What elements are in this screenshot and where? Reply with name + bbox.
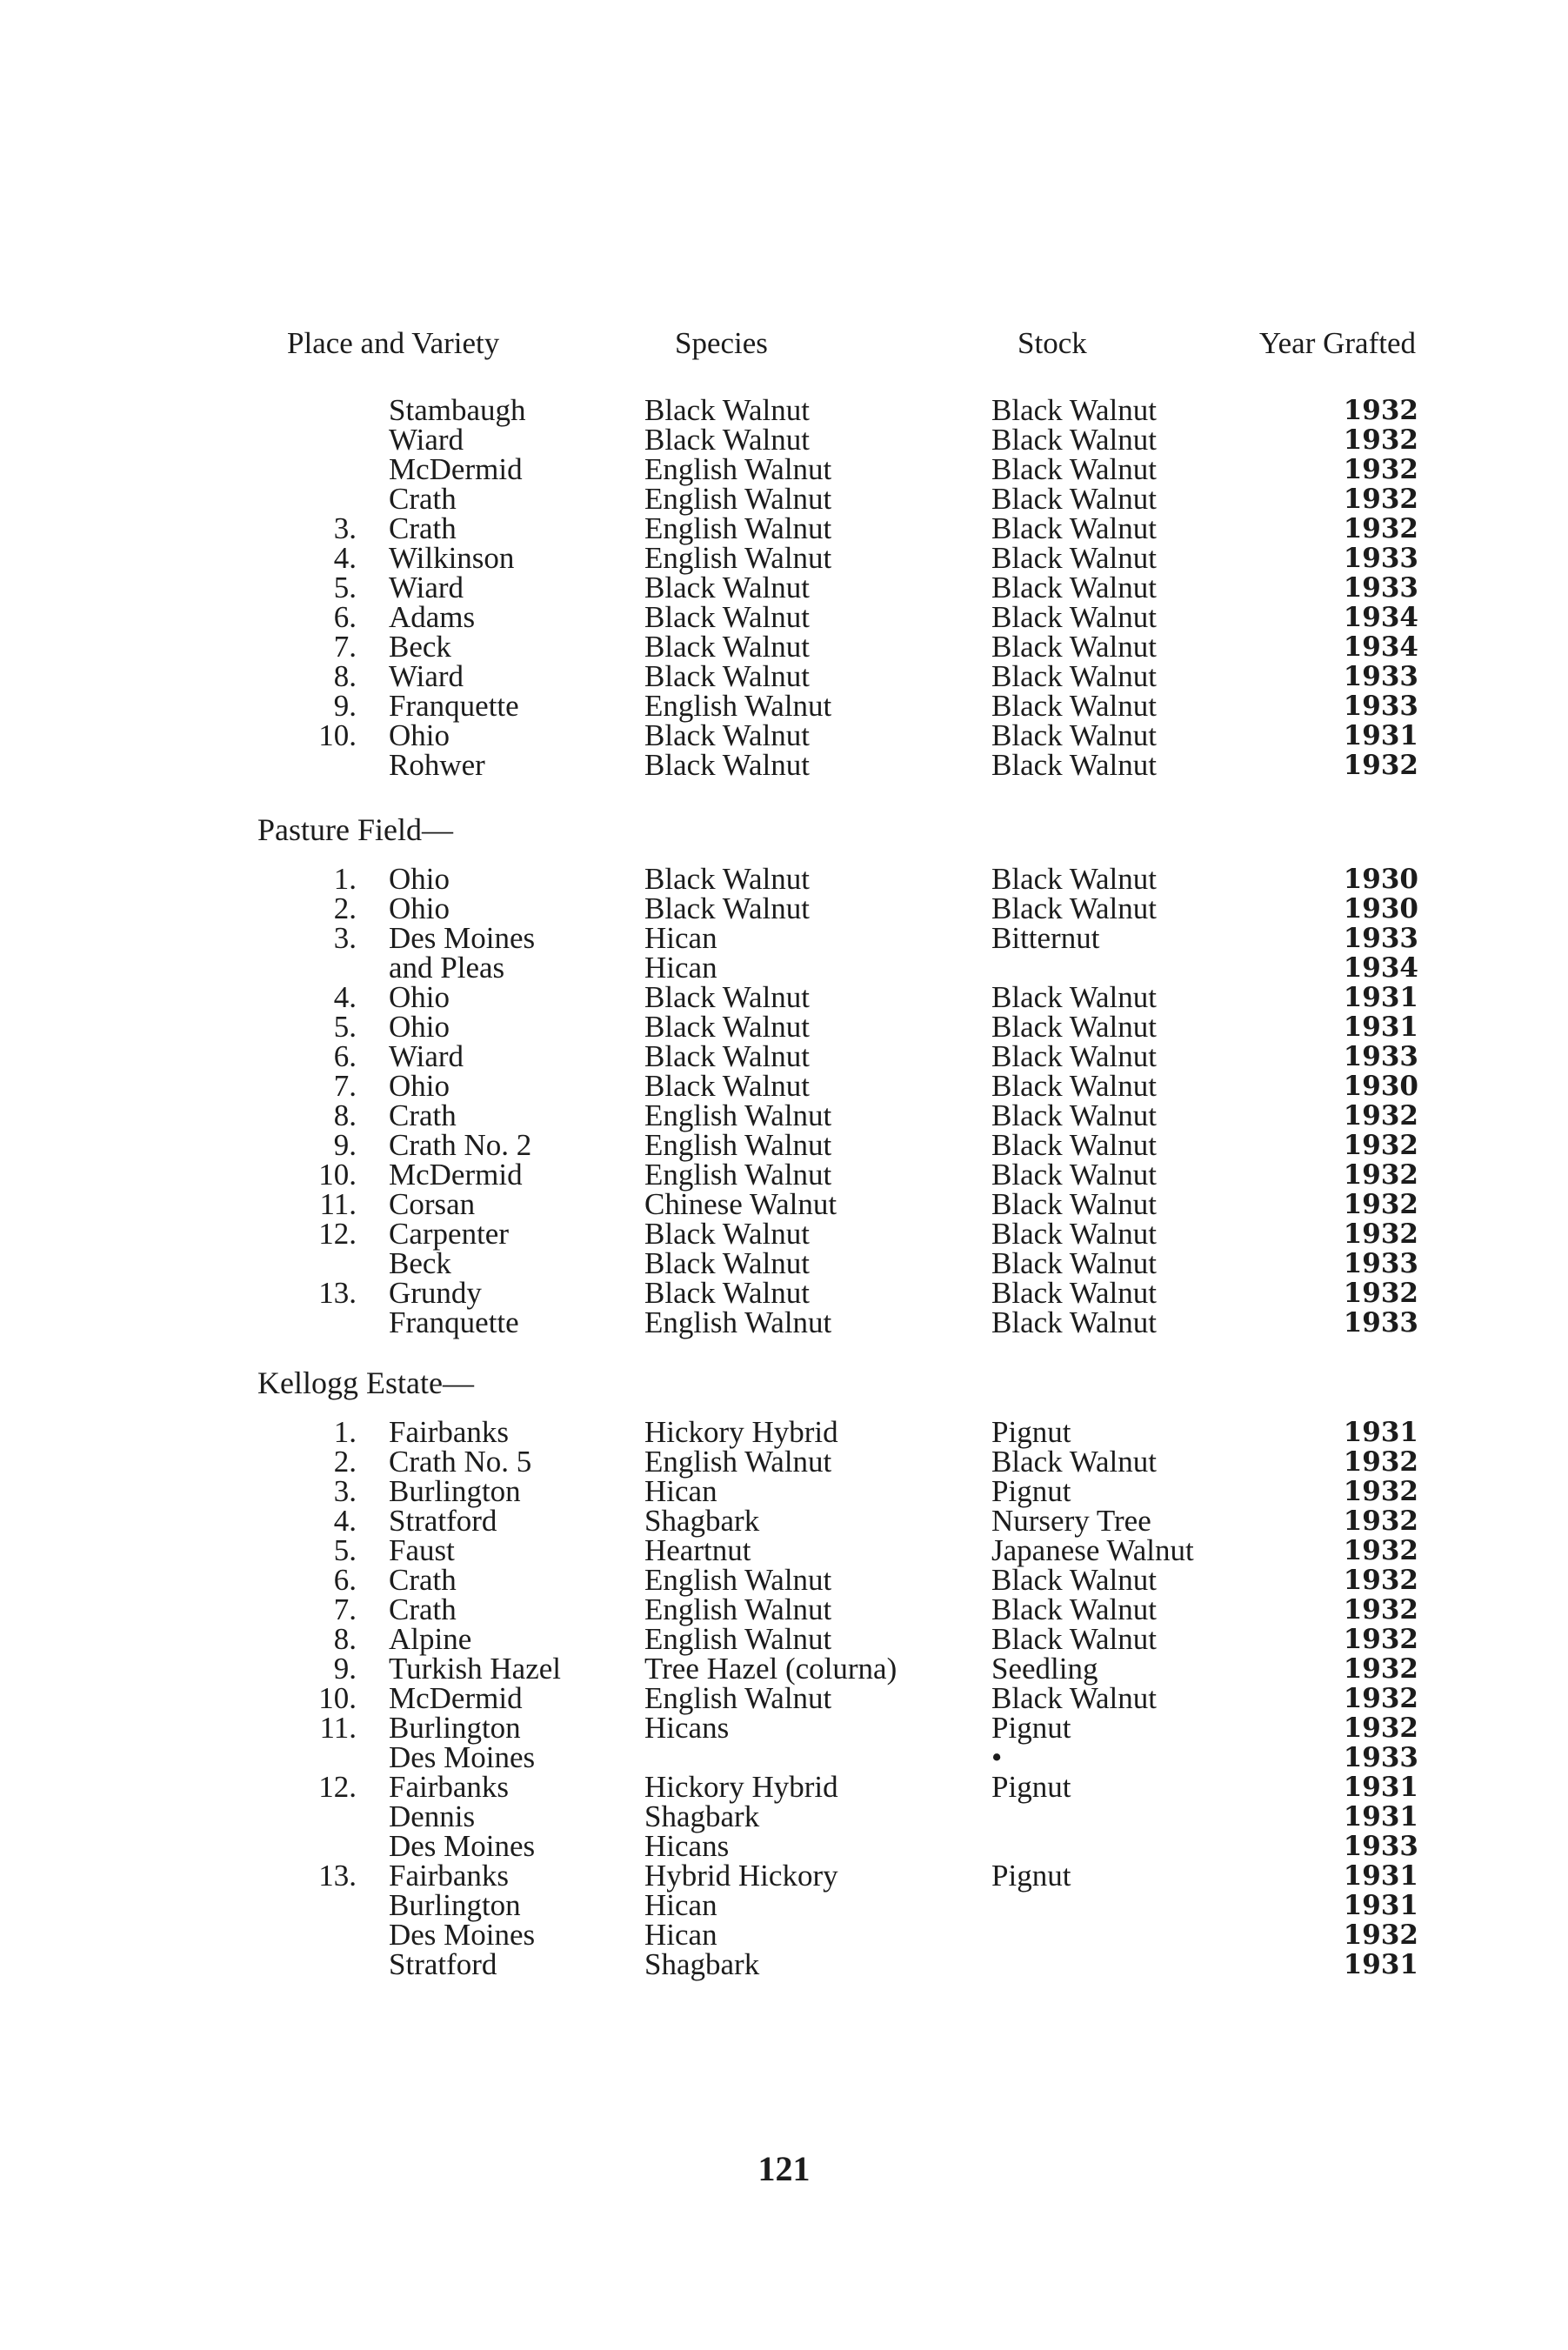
section-title: Pasture Field— (257, 812, 453, 847)
table-row (0, 1592, 1568, 1626)
table-row (0, 1012, 1568, 1042)
table-row (0, 748, 1568, 782)
variety-cell: Beck (389, 630, 451, 664)
variety-cell: Ohio (389, 1069, 450, 1103)
year-cell: 1931 (1343, 1772, 1418, 1803)
table-row (0, 484, 1568, 514)
species-cell: Black Walnut (644, 1276, 810, 1310)
row-number: 3. (333, 921, 357, 955)
row-number: 3. (333, 511, 357, 545)
variety-cell: McDermid (389, 1158, 523, 1192)
table-row (0, 953, 1568, 983)
year-cell: 1932 (1343, 1218, 1418, 1250)
table-row (0, 1740, 1568, 1774)
species-cell: English Walnut (644, 452, 832, 486)
year-cell: 1932 (1343, 484, 1418, 515)
year-cell: 1932 (1343, 1594, 1418, 1626)
variety-cell: Ohio (389, 862, 450, 896)
variety-cell: and Pleas (389, 951, 505, 985)
year-cell: 1933 (1343, 543, 1418, 574)
year-cell: 1933 (1343, 1248, 1418, 1279)
species-cell: Black Walnut (644, 891, 810, 925)
row-number: 1. (333, 862, 357, 896)
table-rows (0, 393, 1568, 782)
year-cell: 1931 (1343, 1011, 1418, 1043)
year-cell: 1932 (1343, 1159, 1418, 1191)
table-row (0, 511, 1568, 545)
variety-cell: Wiard (389, 1039, 464, 1073)
species-cell: Tree Hazel (colurna) (644, 1652, 897, 1686)
table-row (0, 691, 1568, 721)
species-cell: English Walnut (644, 1681, 832, 1715)
row-number: 6. (333, 600, 357, 634)
species-cell: Hican (644, 921, 717, 955)
table-row (0, 1187, 1568, 1221)
variety-cell: Adams (389, 600, 476, 634)
table-row (0, 573, 1568, 603)
stock-cell: Black Walnut (991, 980, 1157, 1014)
year-cell: 1932 (1343, 1653, 1418, 1685)
species-cell: Heartnut (644, 1533, 751, 1567)
page-number: 121 (757, 2149, 811, 2188)
row-number: 5. (333, 1533, 357, 1567)
species-cell: Hybrid Hickory (644, 1859, 838, 1893)
row-number: 7. (333, 1069, 357, 1103)
table-row (0, 1415, 1568, 1449)
species-cell: Black Walnut (644, 571, 810, 604)
stock-cell: Black Walnut (991, 1187, 1157, 1221)
stock-cell: Black Walnut (991, 600, 1157, 634)
year-cell: 1930 (1343, 893, 1418, 925)
year-cell: 1933 (1343, 661, 1418, 692)
table-row (0, 659, 1568, 693)
species-cell: Black Walnut (644, 423, 810, 457)
stock-cell: Black Walnut (991, 1445, 1157, 1479)
table-row (0, 1713, 1568, 1743)
year-cell: 1932 (1343, 1130, 1418, 1161)
stock-cell: Black Walnut (991, 1622, 1157, 1656)
stock-cell: Black Walnut (991, 541, 1157, 575)
stock-cell: Black Walnut (991, 1010, 1157, 1044)
header-place-variety: Place and Variety (287, 326, 500, 360)
stock-cell: • (991, 1740, 1003, 1774)
year-cell: 1934 (1343, 602, 1418, 633)
variety-cell: Crath (389, 1592, 457, 1626)
year-cell: 1932 (1343, 395, 1418, 426)
table-row (0, 1039, 1568, 1073)
species-cell: English Walnut (644, 482, 832, 516)
row-number: 11. (319, 1711, 357, 1745)
header-stock: Stock (1018, 326, 1087, 360)
species-cell: Black Walnut (644, 980, 810, 1014)
stock-cell: Black Walnut (991, 1305, 1157, 1339)
variety-cell: Turkish Hazel (389, 1652, 562, 1686)
species-cell: English Walnut (644, 1445, 832, 1479)
species-cell: Black Walnut (644, 393, 810, 427)
year-cell: 1932 (1343, 1278, 1418, 1309)
table-row (0, 1622, 1568, 1656)
table-row (0, 1563, 1568, 1597)
year-cell: 1933 (1343, 572, 1418, 604)
stock-cell: Seedling (991, 1652, 1098, 1686)
row-number: 8. (333, 1098, 357, 1132)
year-cell: 1933 (1343, 1041, 1418, 1072)
year-cell: 1932 (1343, 1189, 1418, 1220)
table-row (0, 1770, 1568, 1804)
row-number: 2. (333, 891, 357, 925)
table-row (0, 1654, 1568, 1684)
variety-cell: Wiard (389, 659, 464, 693)
stock-cell: Black Walnut (991, 1098, 1157, 1132)
stock-cell: Pignut (991, 1770, 1071, 1804)
stock-cell: Black Walnut (991, 748, 1157, 782)
row-number: 4. (333, 1504, 357, 1538)
variety-cell: Des Moines (389, 1918, 536, 1952)
year-cell: 1931 (1343, 720, 1418, 751)
year-cell: 1932 (1343, 750, 1418, 781)
stock-cell: Black Walnut (991, 1681, 1157, 1715)
stock-cell: Black Walnut (991, 891, 1157, 925)
table-rows (0, 1415, 1568, 1981)
year-cell: 1931 (1343, 1860, 1418, 1892)
year-cell: 1932 (1343, 1476, 1418, 1507)
row-number: 9. (333, 1652, 357, 1686)
row-number: 12. (318, 1770, 357, 1804)
row-number: 4. (333, 980, 357, 1014)
variety-cell: Dennis (389, 1799, 476, 1833)
stock-cell: Black Walnut (991, 1069, 1157, 1103)
variety-cell: Alpine (389, 1622, 472, 1656)
year-cell: 1934 (1343, 631, 1418, 663)
variety-cell: Ohio (389, 891, 450, 925)
species-cell: Hican (644, 1474, 717, 1508)
row-number: 10. (318, 718, 357, 752)
variety-cell: Crath No. 2 (389, 1128, 532, 1162)
year-cell: 1930 (1343, 1071, 1418, 1102)
variety-cell: Faust (389, 1533, 455, 1567)
year-cell: 1931 (1343, 1949, 1418, 1980)
year-cell: 1933 (1343, 1742, 1418, 1773)
species-cell: Black Walnut (644, 600, 810, 634)
species-cell: English Walnut (644, 1563, 832, 1597)
header-species: Species (675, 326, 768, 360)
species-cell: Black Walnut (644, 1039, 810, 1073)
row-number: 5. (333, 1010, 357, 1044)
row-number: 9. (333, 1128, 357, 1162)
stock-cell: Black Walnut (991, 659, 1157, 693)
species-cell: Shagbark (644, 1504, 760, 1538)
stock-cell: Black Walnut (991, 718, 1157, 752)
species-cell: English Walnut (644, 511, 832, 545)
section-title: Kellogg Estate— (257, 1365, 474, 1400)
table-row (0, 1098, 1568, 1132)
species-cell: Hickory Hybrid (644, 1415, 838, 1449)
row-number: 10. (318, 1681, 357, 1715)
variety-cell: Burlington (389, 1888, 521, 1922)
row-number: 4. (333, 541, 357, 575)
variety-cell: McDermid (389, 452, 523, 486)
variety-cell: Crath (389, 511, 457, 545)
row-number: 7. (333, 1592, 357, 1626)
species-cell: Chinese Walnut (644, 1187, 837, 1221)
stock-cell: Black Walnut (991, 1128, 1157, 1162)
variety-cell: Des Moines (389, 1740, 536, 1774)
variety-cell: Stratford (389, 1504, 497, 1538)
stock-cell: Black Walnut (991, 511, 1157, 545)
species-cell: Black Walnut (644, 718, 810, 752)
table-row (0, 1829, 1568, 1863)
variety-cell: Wilkinson (389, 541, 515, 575)
stock-cell: Pignut (991, 1474, 1071, 1508)
variety-cell: Stratford (389, 1947, 497, 1981)
table-row (0, 862, 1568, 896)
table-row (0, 425, 1568, 455)
variety-cell: Corsan (389, 1187, 476, 1221)
species-cell: Hickory Hybrid (644, 1770, 838, 1804)
variety-cell: Grundy (389, 1276, 482, 1310)
year-cell: 1932 (1343, 1919, 1418, 1951)
stock-cell: Black Walnut (991, 1039, 1157, 1073)
year-cell: 1932 (1343, 1624, 1418, 1655)
year-cell: 1934 (1343, 952, 1418, 984)
year-cell: 1932 (1343, 1446, 1418, 1478)
table-row (0, 452, 1568, 486)
row-number: 7. (333, 630, 357, 664)
stock-cell: Black Walnut (991, 1276, 1157, 1310)
row-number: 11. (319, 1187, 357, 1221)
year-cell: 1932 (1343, 1535, 1418, 1566)
row-number: 9. (333, 689, 357, 723)
species-cell: Black Walnut (644, 1069, 810, 1103)
species-cell: English Walnut (644, 1158, 832, 1192)
year-cell: 1930 (1343, 864, 1418, 895)
stock-cell: Pignut (991, 1415, 1071, 1449)
species-cell: English Walnut (644, 689, 832, 723)
stock-cell: Japanese Walnut (991, 1533, 1194, 1567)
year-cell: 1931 (1343, 1801, 1418, 1833)
species-cell: Black Walnut (644, 1246, 810, 1280)
stock-cell: Black Walnut (991, 1592, 1157, 1626)
year-cell: 1933 (1343, 1831, 1418, 1862)
year-cell: 1931 (1343, 982, 1418, 1013)
year-cell: 1933 (1343, 691, 1418, 722)
table-row (0, 600, 1568, 634)
species-cell: Shagbark (644, 1799, 760, 1833)
table-row (0, 1069, 1568, 1103)
variety-cell: Burlington (389, 1474, 521, 1508)
year-cell: 1932 (1343, 1712, 1418, 1744)
year-cell: 1932 (1343, 1565, 1418, 1596)
year-cell: 1932 (1343, 1505, 1418, 1537)
row-number: 5. (333, 571, 357, 604)
table-rows (0, 862, 1568, 1339)
table-row (0, 1799, 1568, 1833)
species-cell: Hican (644, 951, 717, 985)
stock-cell: Black Walnut (991, 1563, 1157, 1597)
species-cell: English Walnut (644, 1128, 832, 1162)
stock-cell: Black Walnut (991, 482, 1157, 516)
row-number: 2. (333, 1445, 357, 1479)
table-row (0, 1246, 1568, 1280)
stock-cell: Bitternut (991, 921, 1100, 955)
year-cell: 1932 (1343, 454, 1418, 485)
variety-cell: Fairbanks (389, 1859, 510, 1893)
year-cell: 1932 (1343, 424, 1418, 456)
species-cell: Hican (644, 1918, 717, 1952)
variety-cell: Franquette (389, 689, 519, 723)
stock-cell: Black Walnut (991, 1217, 1157, 1251)
row-number: 1. (333, 1415, 357, 1449)
year-cell: 1931 (1343, 1417, 1418, 1448)
species-cell: Black Walnut (644, 1010, 810, 1044)
species-cell: English Walnut (644, 1305, 832, 1339)
table-row (0, 1947, 1568, 1981)
stock-cell: Black Walnut (991, 452, 1157, 486)
table-row (0, 1506, 1568, 1536)
year-cell: 1932 (1343, 1100, 1418, 1132)
table-row (0, 1861, 1568, 1891)
variety-cell: McDermid (389, 1681, 523, 1715)
header-year-grafted: Year Grafted (1258, 326, 1416, 360)
variety-cell: Fairbanks (389, 1415, 510, 1449)
variety-cell: Des Moines (389, 921, 536, 955)
species-cell: Hican (644, 1888, 717, 1922)
variety-cell: Crath No. 5 (389, 1445, 532, 1479)
variety-cell: Ohio (389, 1010, 450, 1044)
row-number: 8. (333, 1622, 357, 1656)
species-cell: Black Walnut (644, 630, 810, 664)
table-row (0, 1681, 1568, 1715)
variety-cell: Ohio (389, 980, 450, 1014)
stock-cell: Black Walnut (991, 393, 1157, 427)
year-cell: 1933 (1343, 923, 1418, 954)
stock-cell: Black Walnut (991, 1246, 1157, 1280)
table-row (0, 1447, 1568, 1477)
species-cell: English Walnut (644, 1098, 832, 1132)
species-cell: Black Walnut (644, 659, 810, 693)
species-cell: Hicans (644, 1829, 730, 1863)
year-cell: 1932 (1343, 513, 1418, 544)
table-row (0, 632, 1568, 662)
stock-cell: Black Walnut (991, 423, 1157, 457)
stock-cell: Black Walnut (991, 689, 1157, 723)
variety-cell: Crath (389, 482, 457, 516)
species-cell: Black Walnut (644, 862, 810, 896)
species-cell: English Walnut (644, 1592, 832, 1626)
row-number: 12. (318, 1217, 357, 1251)
variety-cell: Fairbanks (389, 1770, 510, 1804)
year-cell: 1933 (1343, 1307, 1418, 1339)
species-cell: Black Walnut (644, 748, 810, 782)
year-cell: 1932 (1343, 1683, 1418, 1714)
table-row (0, 921, 1568, 955)
table-row (0, 541, 1568, 575)
stock-cell: Pignut (991, 1859, 1071, 1893)
variety-cell: Stambaugh (389, 393, 526, 427)
year-cell: 1931 (1343, 1890, 1418, 1921)
row-number: 10. (318, 1158, 357, 1192)
table-row (0, 1219, 1568, 1249)
variety-cell: Wiard (389, 423, 464, 457)
species-cell: English Walnut (644, 1622, 832, 1656)
table-row (0, 1533, 1568, 1567)
table-row (0, 1278, 1568, 1308)
table-row (0, 718, 1568, 752)
table-row (0, 1305, 1568, 1339)
species-cell: Hicans (644, 1711, 730, 1745)
stock-cell: Black Walnut (991, 571, 1157, 604)
row-number: 13. (318, 1276, 357, 1310)
row-number: 6. (333, 1039, 357, 1073)
table-row (0, 393, 1568, 427)
variety-cell: Wiard (389, 571, 464, 604)
variety-cell: Crath (389, 1098, 457, 1132)
stock-cell: Black Walnut (991, 862, 1157, 896)
stock-cell: Nursery Tree (991, 1504, 1151, 1538)
variety-cell: Ohio (389, 718, 450, 752)
table-row (0, 1474, 1568, 1508)
stock-cell: Pignut (991, 1711, 1071, 1745)
table-row (0, 1128, 1568, 1162)
row-number: 8. (333, 659, 357, 693)
table-row (0, 1888, 1568, 1922)
row-number: 6. (333, 1563, 357, 1597)
table-row (0, 1920, 1568, 1950)
species-cell: English Walnut (644, 541, 832, 575)
table-row (0, 980, 1568, 1014)
variety-cell: Carpenter (389, 1217, 509, 1251)
species-cell: Shagbark (644, 1947, 760, 1981)
species-cell: Black Walnut (644, 1217, 810, 1251)
variety-cell: Burlington (389, 1711, 521, 1745)
row-number: 3. (333, 1474, 357, 1508)
table-row (0, 891, 1568, 925)
row-number: 13. (318, 1859, 357, 1893)
table-row (0, 1160, 1568, 1190)
variety-cell: Crath (389, 1563, 457, 1597)
variety-cell: Rohwer (389, 748, 485, 782)
stock-cell: Black Walnut (991, 630, 1157, 664)
variety-cell: Des Moines (389, 1829, 536, 1863)
stock-cell: Black Walnut (991, 1158, 1157, 1192)
variety-cell: Beck (389, 1246, 451, 1280)
variety-cell: Franquette (389, 1305, 519, 1339)
